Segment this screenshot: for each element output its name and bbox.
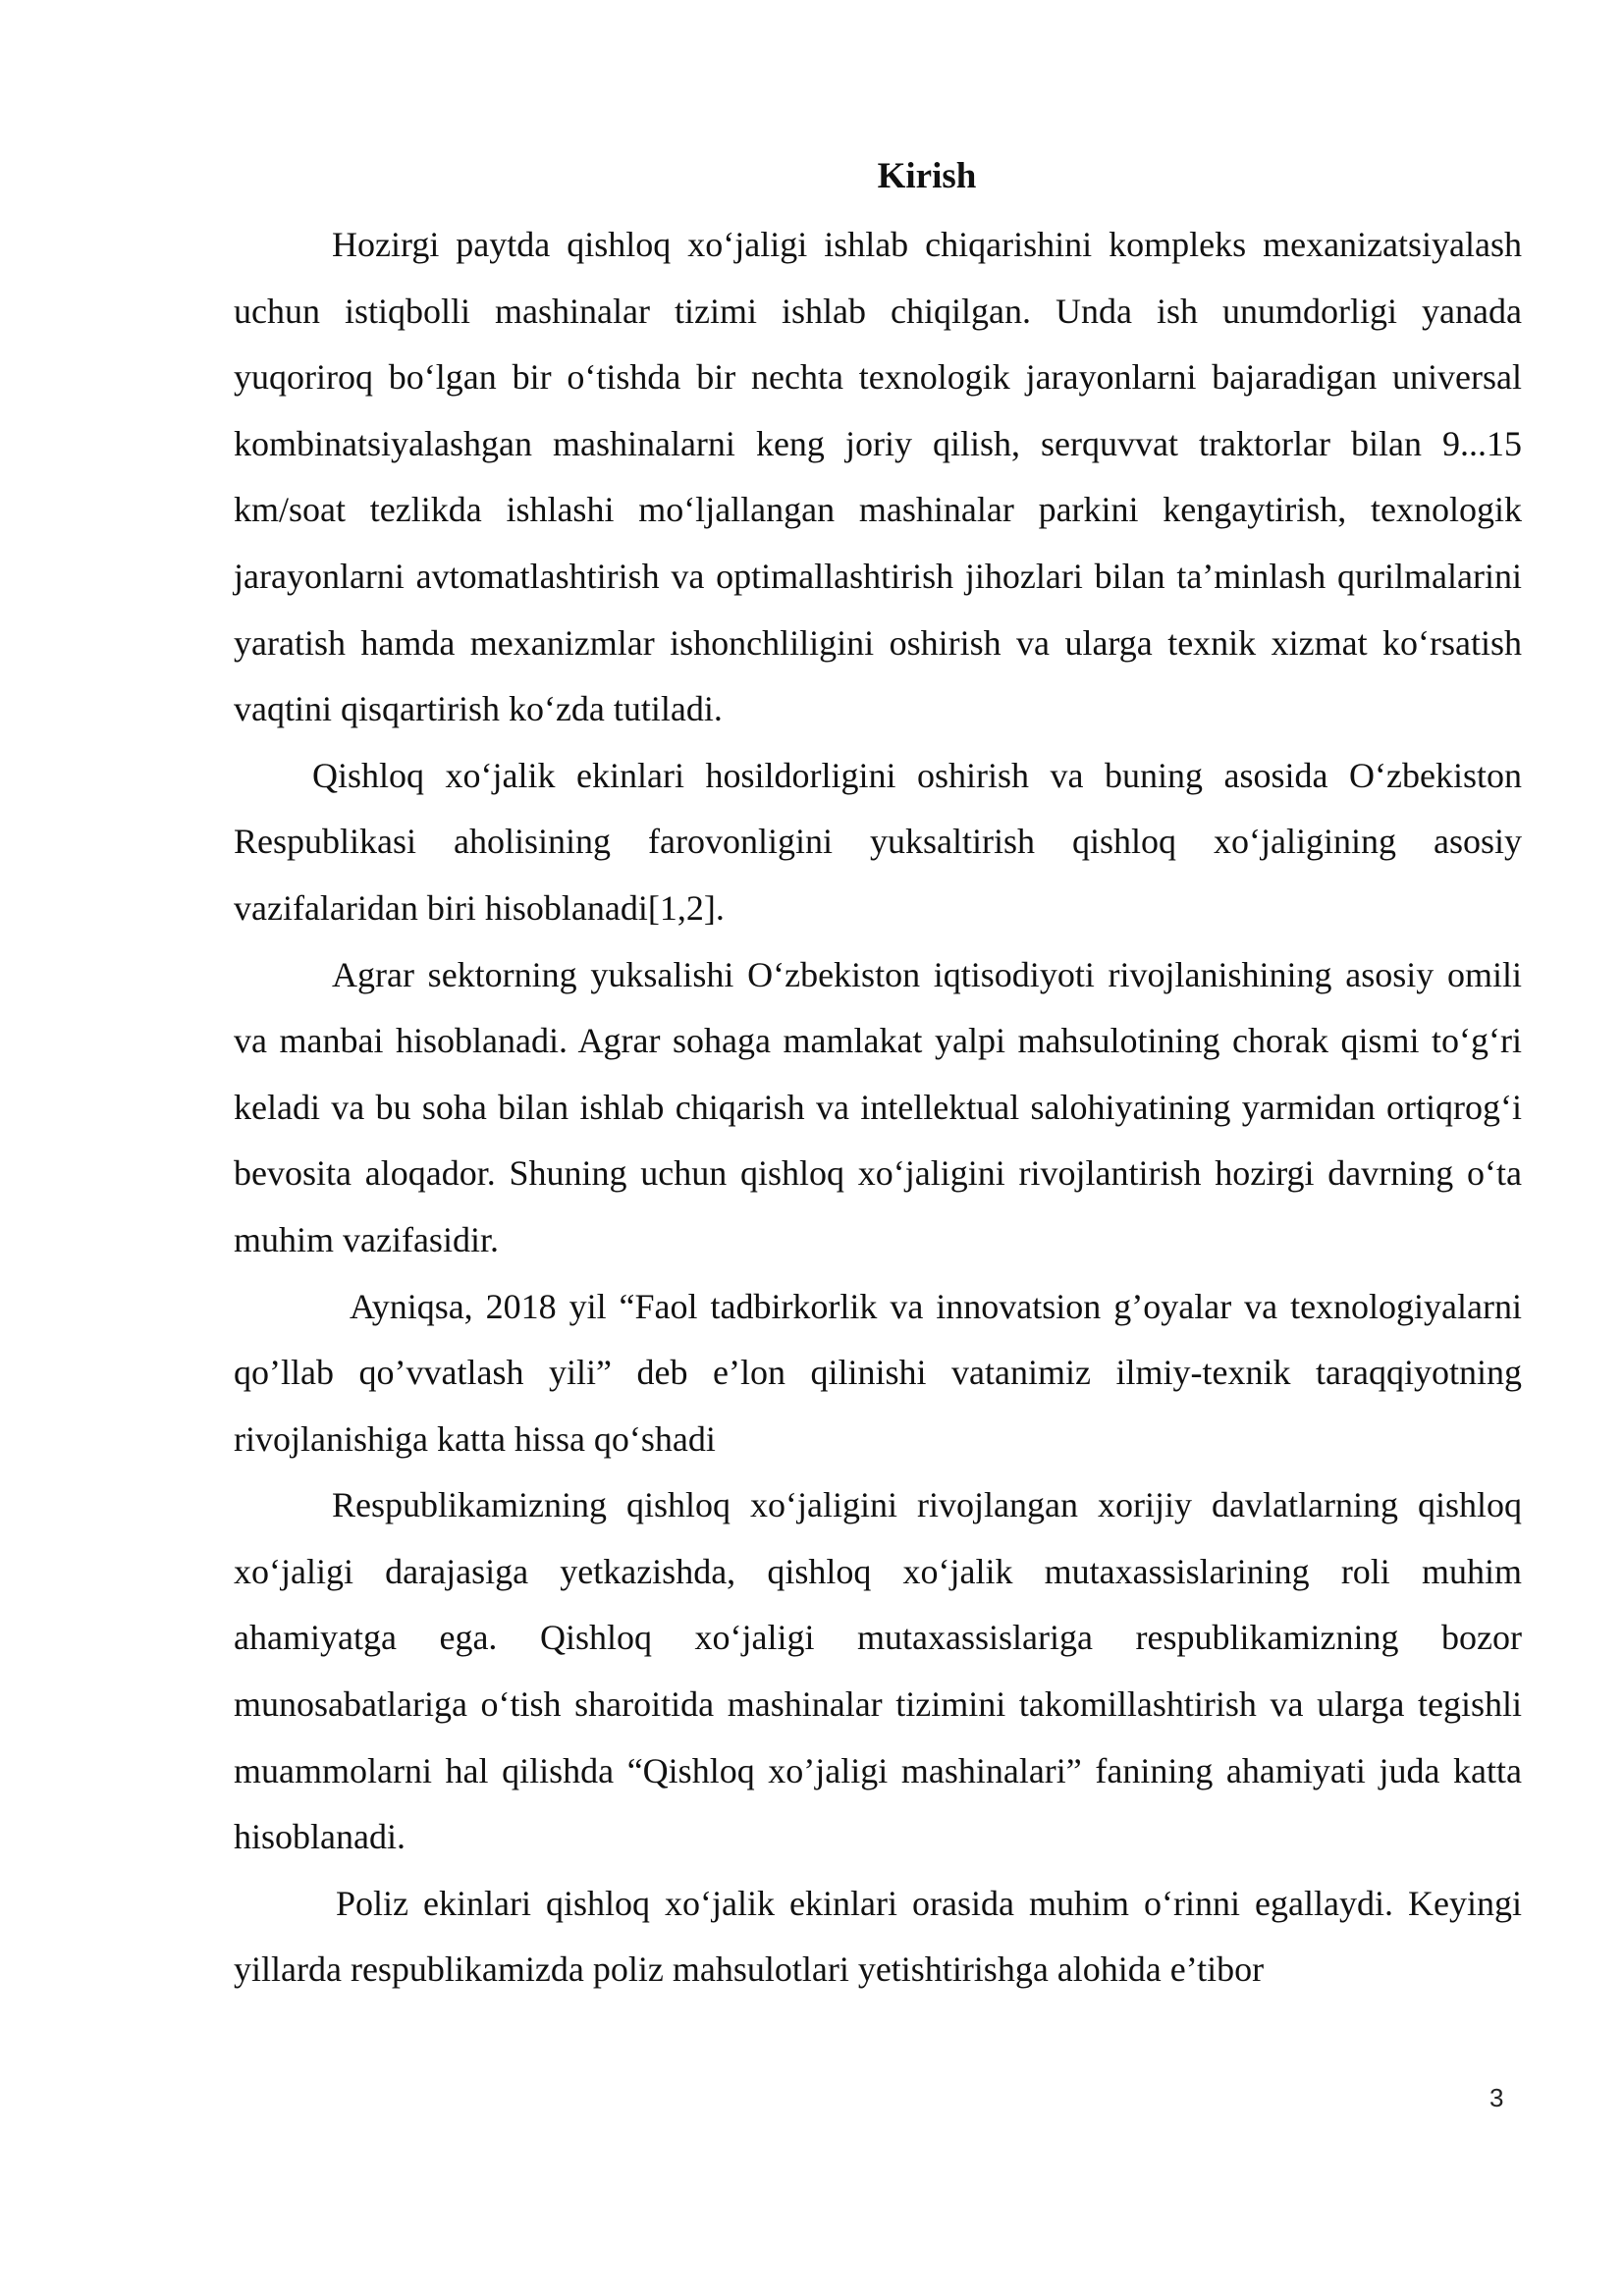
paragraph-3: Agrar sektorning yuksalishi O‘zbekiston iqtisodiyoti rivojlanishining asosiy omili va manbai hisoblanadi. Agrar sohaga mamlakat yalpi mahsulotining chorak qismi to‘g‘ri keladi va bu soha bilan ishlab chiqarish va intellektual salohiyatining yarmidan ortiqrog‘i bevosita aloqador. Shuning uchun qishloq xo‘jaligini rivojlantirish hozirgi davrning o‘ta muhim vazifasidir. (234, 954, 1522, 1259)
paragraph-6: Poliz ekinlari qishloq xo‘jalik ekinlari orasida muhim o‘rinni egallaydi. Keyingi yillarda respublikamizda poliz mahsulotlari yetishtirishga alohida e’tibor (234, 1883, 1522, 1990)
paragraph-4: Ayniqsa, 2018 yil “Faol tadbirkorlik va innovatsion g’oyalar va texnologiyalarni qo’llab qo’vvatlash yili” deb e’lon qilinishi vatanimiz ilmiy-texnik taraqqiyotning rivojlanishiga katta hissa qo‘shadi (234, 1286, 1522, 1459)
section-title: Kirish (877, 156, 977, 196)
document-page (234, 147, 1522, 2003)
page-number: 3 (1489, 2083, 1504, 2112)
paragraph-2: Qishloq xo‘jalik ekinlari hosildorligini oshirish va buning asosida O‘zbekiston Respublikasi aholisining farovonligini yuksaltirish qishloq xo‘jaligining asosiy vazifalaridan biri hisoblanadi[1,2]. (234, 755, 1522, 928)
paragraph-1: Hozirgi paytda qishloq xo‘jaligi ishlab chiqarishini kompleks mexanizatsiyalash uchun istiqbolli mashinalar tizimi ishlab chiqilgan. Unda ish unumdorligi yanada yuqoriroq bo‘lgan bir o‘tishda bir nechta texnologik jarayonlarni bajaradigan universal kombinatsiyalashgan mashinalarni keng joriy qilish, serquvvat traktorlar bilan 9...15 km/soat tezlikda ishlashi mo‘ljallangan mashinalar parkini kengaytirish, texnologik jarayonlarni avtomatlashtirish va optimallashtirish jihozlari bilan ta’minlash qurilmalarini yaratish hamda mexanizmlar ishonchliligini oshirish va ularga texnik xizmat ko‘rsatish vaqtini qisqartirish ko‘zda tutiladi. (234, 225, 1522, 729)
paragraph-5: Respublikamizning qishloq xo‘jaligini rivojlangan xorijiy davlatlarning qishloq xo‘jaligi darajasiga yetkazishda, qishloq xo‘jalik mutaxassislarining roli muhim ahamiyatga ega. Qishloq xo‘jaligi mutaxassislariga respublikamizning bozor munosabatlariga o‘tish sharoitida mashinalar tizimini takomillashtirish va ularga tegishli muammolarni hal qilishda “Qishloq xo’jaligi mashinalari” fanining ahamiyati juda katta hisoblanadi. (234, 1485, 1522, 1857)
